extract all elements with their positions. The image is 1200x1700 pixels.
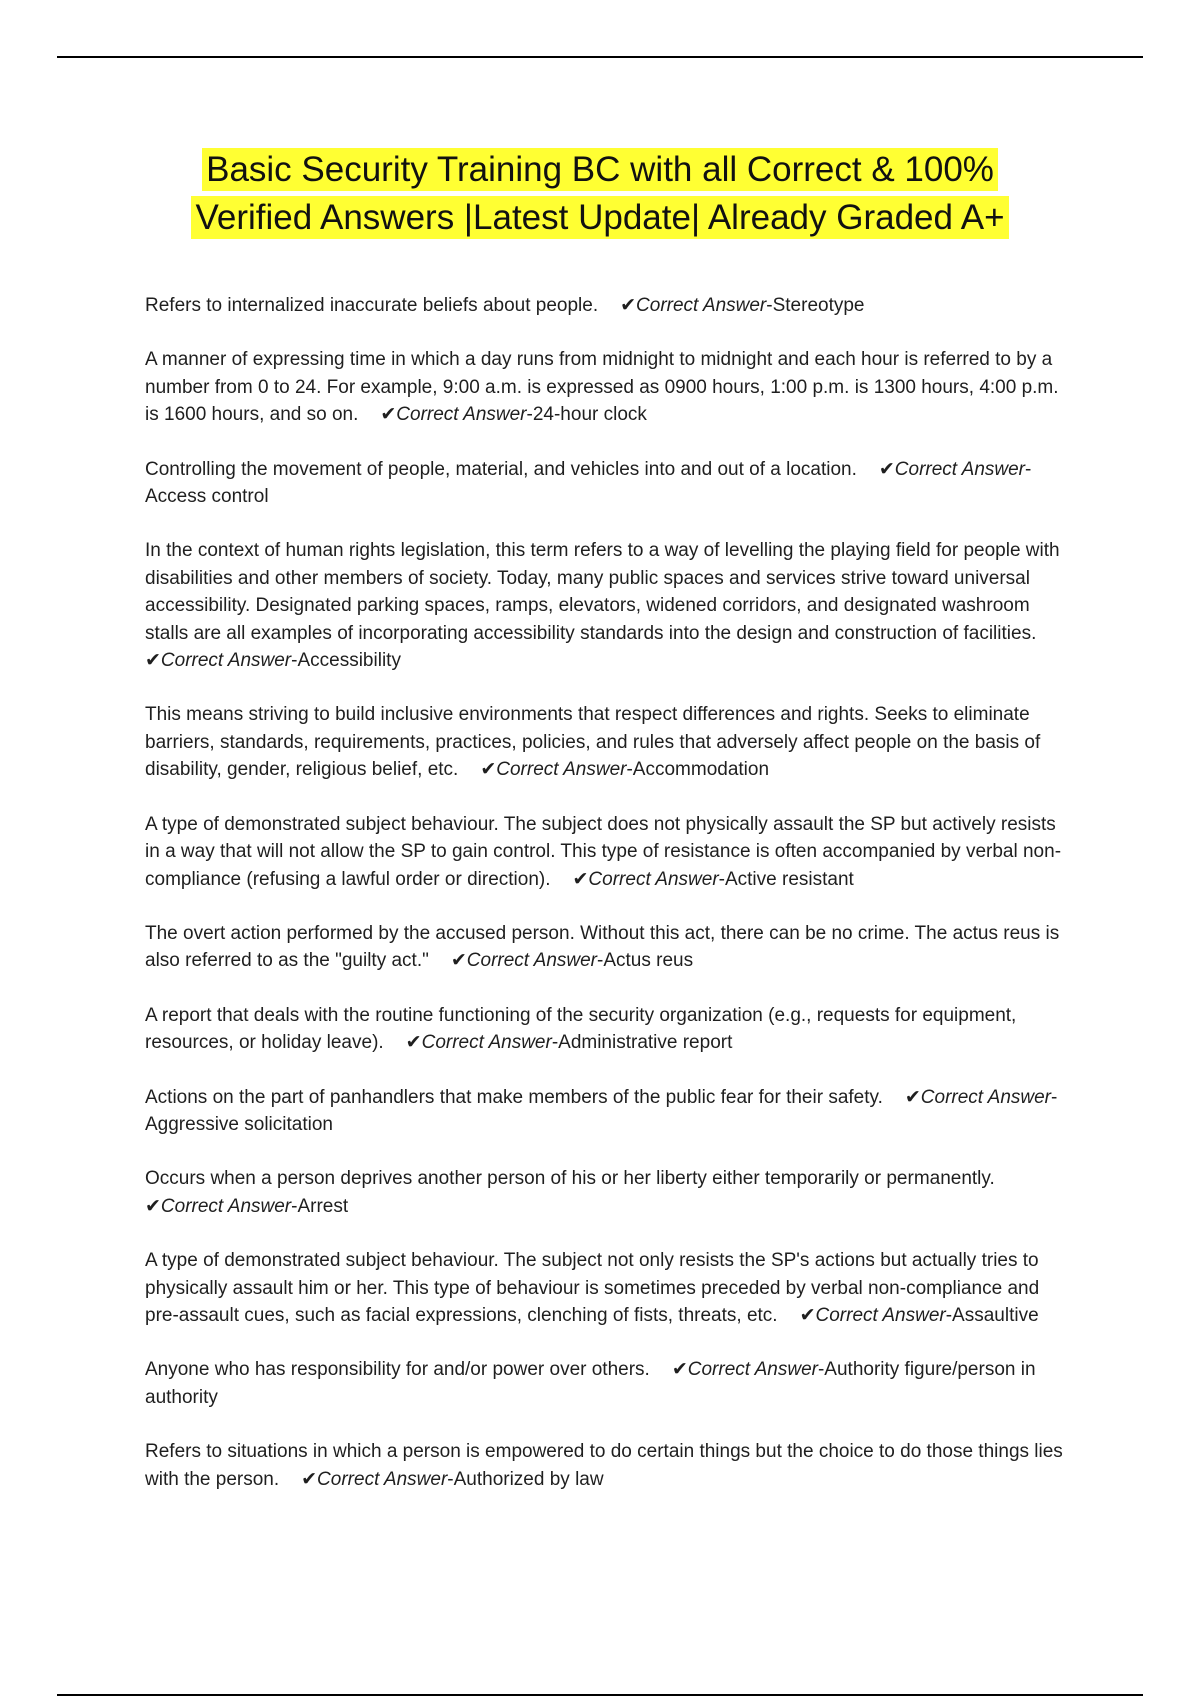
qa-item [145,292,1065,319]
document-title [0,146,1200,242]
question-text: Refers to situations in which a person is empowered to do certain things but the choice to do those things lies with the person. [145,1441,1063,1490]
answer-prefix: ✔Correct Answer [620,295,767,316]
answer-prefix: ✔Correct Answer [572,868,719,890]
question-text: The overt action performed by the accused person. Without this act, there can be no crime. The actus reus is also referred to as the "guilty act." [145,922,1060,972]
answer-text: -Access control [145,458,1032,508]
question-text: In the context of human rights legislation, this term refers to a way of levelling the playing field for people with disabilities and other members of society. Today, many public spaces and services strive toward universal accessibility. Designated parking spaces, ramps, elevators, widened corridors, and designated washroom stalls are all examples of incorporating accessibility standards into the design and construction of facilities. [145,540,1060,644]
question-text: A type of demonstrated subject behaviour. The subject not only resists the SP's actions but actually tries to physically assault him or her. This type of behaviour is sometimes preceded by verbal non-compliance and pre-assault cues, such as facial expressions, clenching of fists, threats, etc. [145,1250,1040,1326]
title-line-2: Verified Answers |Latest Update| Already Graded A+ [191,196,1008,239]
qa-item [145,456,1065,511]
question-text: Actions on the part of panhandlers that make members of the public fear for their safety. [145,1086,883,1108]
answer-text: -Aggressive solicitation [145,1086,1058,1135]
answer-text: -Authorized by law [447,1468,604,1490]
qa-item [145,1002,1065,1057]
qa-item [145,1084,1065,1139]
qa-item [145,1438,1065,1493]
qa-list [145,292,1065,1520]
answer-text: -Accommodation [626,759,770,781]
answer-text: -Actus reus [597,950,694,972]
answer-prefix: ✔Correct Answer [145,1195,292,1217]
question-text: A type of demonstrated subject behaviour. The subject does not physically assault the SP but actively resists in a way that will not allow the SP to gain control. This type of resistance is often accompanied by verbal non-compliance (refusing a lawful order or direction). [145,813,1062,890]
top-rule [57,56,1143,58]
bottom-rule [57,1694,1143,1696]
answer-text: -Stereotype [766,295,865,316]
qa-item [145,1247,1065,1329]
question-text: A report that deals with the routine functioning of the security organization (e.g., requests for equipment, resources, or holiday leave). [145,1004,1017,1054]
qa-item [145,1165,1065,1220]
answer-prefix: ✔Correct Answer [450,950,597,972]
qa-item [145,1356,1065,1411]
question-text: Refers to internalized inaccurate beliefs about people. [145,295,599,316]
qa-item [145,701,1065,783]
question-text: Occurs when a person deprives another person of his or her liberty either temporarily or permanently. [145,1168,995,1190]
question-text: A manner of expressing time in which a day runs from midnight to midnight and each hour is referred to by a number from 0 to 24. For example, 9:00 a.m. is expressed as 0900 hours, 1:00 p.m. is 1300 hours, 4:00 p.m. is 1600 hours, and so on. [145,349,1059,426]
question-text: This means striving to build inclusive environments that respect differences and rights. Seeks to eliminate barriers, standards, requirements, practices, policies, and rules that adversely affect people on the basis of disability, gender, religious belief, etc. [145,704,1041,781]
qa-item [145,920,1065,975]
answer-prefix: ✔Correct Answer [405,1032,552,1054]
answer-text: -24-hour clock [526,404,647,426]
title-line-1: Basic Security Training BC with all Correct & 100% [202,148,998,191]
answer-text: -Authority figure/person in authority [145,1359,1036,1408]
answer-prefix: ✔Correct Answer [878,458,1026,480]
answer-prefix: ✔Correct Answer [799,1304,946,1326]
answer-prefix: ✔Correct Answer [480,759,627,781]
answer-prefix: ✔Correct Answer [671,1359,818,1381]
answer-prefix: ✔Correct Answer [145,650,292,672]
answer-text: -Accessibility [291,650,401,672]
answer-prefix: ✔Correct Answer [380,404,527,426]
question-text: Controlling the movement of people, material, and vehicles into and out of a location. [145,458,857,480]
answer-text: -Active resistant [718,868,854,890]
qa-item [145,346,1065,428]
answer-text: -Administrative report [551,1032,733,1054]
answer-prefix: ✔Correct Answer [904,1086,1052,1108]
answer-text: -Arrest [291,1195,349,1217]
qa-item [145,537,1065,674]
answer-prefix: ✔Correct Answer [301,1468,448,1490]
question-text: Anyone who has responsibility for and/or power over others. [145,1359,650,1381]
qa-item [145,811,1065,893]
answer-text: -Assaultive [945,1304,1039,1326]
